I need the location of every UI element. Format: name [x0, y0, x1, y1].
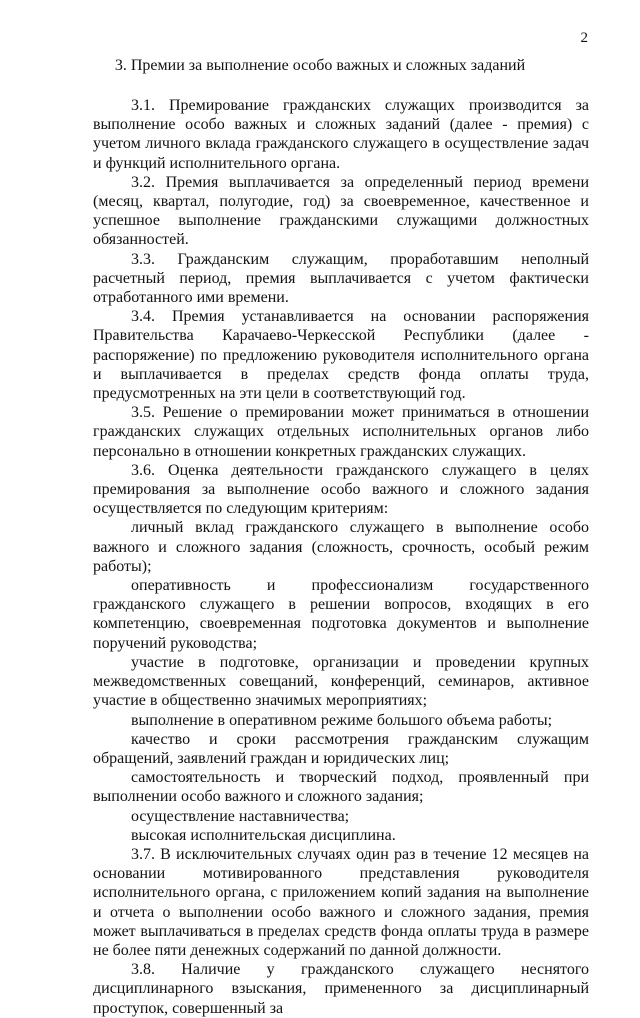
section-heading: 3. Премии за выполнение особо важных и сложных заданий [114, 57, 526, 74]
paragraph-3-8: 3.8. Наличие у гражданского служащего неснятого дисциплинарного взыскания, примененного за дисциплинарный проступок, совершенный за [93, 961, 589, 1017]
criterion-discipline: высокая исполнительская дисциплина. [131, 826, 396, 844]
paragraph-3-4: 3.4. Премия устанавливается на основании распоряжения Правительства Карачаево-Черкесской Республики (далее - распоряжение) по предложению руководителя исполнительного органа и выплачивается в пределах средств фонда оплаты труда, предусмотренных на эти цели в соответствующий год. [93, 308, 589, 403]
criterion-workload: выполнение в оперативном режиме большого объема работы; [131, 711, 553, 729]
paragraph-3-6: 3.6. Оценка деятельности гражданского служащего в целях премирования за выполнение особо важного и сложного задания осуществляется по следующим критериям: [93, 461, 589, 518]
paragraph-3-7: 3.7. В исключительных случаях один раз в течение 12 месяцев на основании мотивированного представления руководителя исполнительного органа, с приложением копий задания на выполнение и отчета о выполнении особо важного и сложного задания, премия может выплачиваться в пределах средств фонда оплаты труда в размере не более пяти денежных содержаний по данной должности. [93, 845, 589, 959]
criterion-efficiency: оперативность и профессионализм государственного гражданского служащего в решении вопросов, входящих в его компетенцию, своевременная подготовка документов и выполнение поручений руководства; [93, 577, 589, 652]
paragraph-3-2: 3.2. Премия выплачивается за определенный период времени (месяц, квартал, полугодие, год) за своевременное, качественное и успешное выполнение гражданскими служащими должностных обязанностей. [93, 173, 589, 249]
paragraph-3-1: 3.1. Премирование гражданских служащих производится за выполнение особо важных и сложных заданий (далее - премия) с учетом личного вклада гражданского служащего в осуществление задач и функций исполнительного органа. [93, 97, 589, 172]
paragraph-3-5: 3.5. Решение о премировании может приниматься в отношении гражданских служащих отдельных исполнительных органов либо персонально в отношении конкретных гражданских служащих. [93, 404, 589, 460]
criterion-initiative: самостоятельность и творческий подход, проявленный при выполнении особо важного и сложного задания; [93, 769, 589, 806]
page-number: 2 [580, 30, 588, 46]
criterion-appeals: качество и сроки рассмотрения гражданским служащим обращений, заявлений граждан и юридических лиц; [93, 730, 589, 767]
criterion-personal-contribution: личный вклад гражданского служащего в выполнение особо важного и сложного задания (сложность, срочность, особый режим работы); [93, 519, 589, 575]
criterion-participation: участие в подготовке, организации и проведении крупных межведомственных совещаний, конференций, семинаров, активное участие в общественно значимых мероприятиях; [93, 653, 589, 710]
paragraph-3-3: 3.3. Гражданским служащим, проработавшим неполный расчетный период, премия выплачивается с учетом фактически отработанного ими времени. [93, 250, 589, 307]
document-body [93, 96, 589, 1018]
criterion-mentoring: осуществление наставничества; [131, 807, 350, 825]
